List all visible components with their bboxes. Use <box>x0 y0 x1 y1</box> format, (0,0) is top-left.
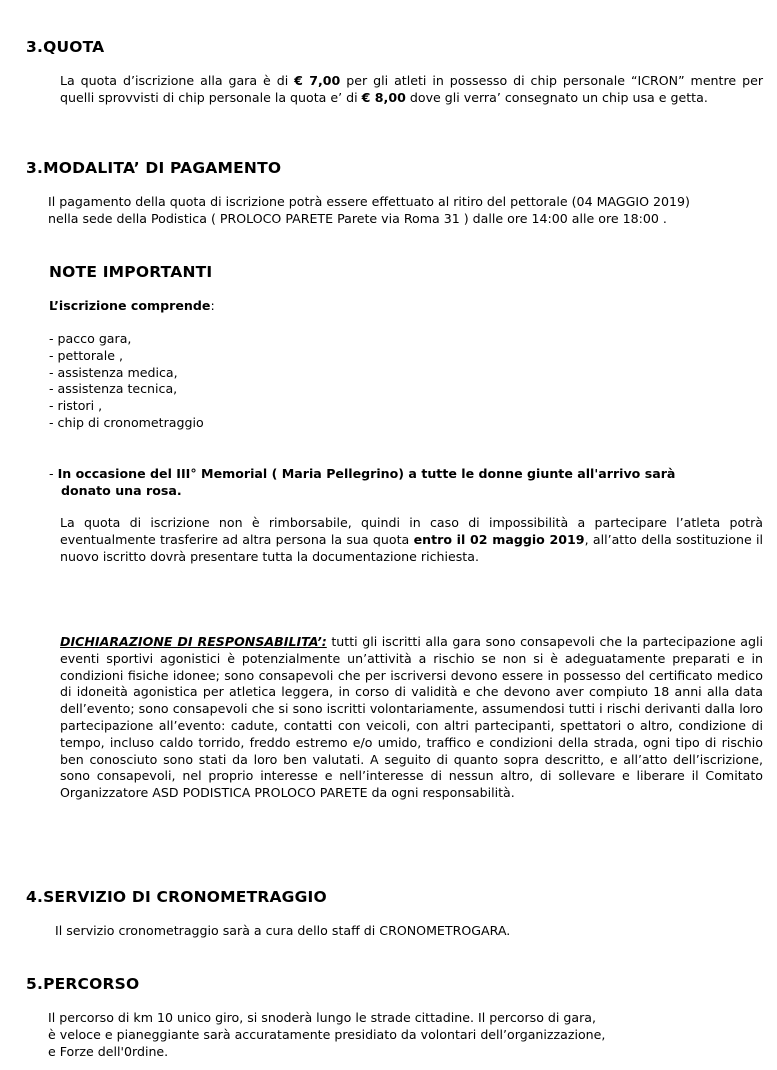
list-item: - pacco gara, <box>49 331 132 346</box>
percorso-line-3: e Forze dell'0rdine. <box>48 1044 169 1059</box>
list-item: - assistenza medica, <box>49 364 178 380</box>
memorial-line-2: donato una rosa. <box>61 483 182 498</box>
section-heading-quota: 3.QUOTA <box>26 38 105 56</box>
cronometraggio-text: Il servizio cronometraggio sarà a cura dello staff di CRONOMETROGARA. <box>55 923 511 938</box>
quota-text-1: La quota d’iscrizione alla gara è di <box>60 73 295 88</box>
quota-text-3: dove gli verra’ consegnato un chip usa e getta. <box>405 89 708 105</box>
refund-text-2: , all’atto della sostituzione il nuovo iscritto dovrà presentare tutta la documentazione richiesta. <box>60 531 763 564</box>
dichiarazione-text: tutti gli iscritti alla gara sono consapevoli che la partecipazione agli eventi sportivi agonistici è potenzialmente un’attività a rischio se non si è adeguatamente preparati e in condizioni fisiche idonee; sono consapevoli che per iscriversi devono essere in possesso del certificato medico di idoneità agonistica per atletica leggera, in corso di validità e che devono aver compiuto 18 anni alla data dell’evento; sono consapevoli che si sono iscritti volontariamente, assumendosi tutti i rischi derivanti dalla loro partecipazione all’evento: cadute, contatti con veicoli, con altri partecipanti, spettatori o altro, condizione di tempo, incluso caldo torrido, freddo estremo e/o umido, traffico e condizioni della strada, ogni tipo di rischio ben conosciuto sono stati da loro ben valutati. A seguito di quanto sopra descritto, e all’atto dell’iscrizione, sono consapevoli, nel proprio interesse e nell’interesse di nessun altro, di sollevare e liberare il Comitato Organizzatore ASD PODISTICA PROLOCO PARETE da ogni responsabilità. <box>60 634 763 801</box>
quota-paragraph <box>60 73 763 107</box>
includes-colon: : <box>210 298 215 313</box>
list-item: - chip di cronometraggio <box>49 414 204 430</box>
includes-label: L’iscrizione comprende <box>49 298 211 313</box>
dichiarazione-label: DICHIARAZIONE DI RESPONSABILITA’: <box>60 634 327 649</box>
quota-text-2: per gli atleti in possesso di chip personale “ICRON” mentre per quelli sprovvisti di chip personale la quota e’ di <box>60 73 763 105</box>
list-item: - assistenza tecnica, <box>49 381 178 397</box>
refund-text-1: La quota di iscrizione non è rimborsabile, quindi in caso di impossibilità a partecipare l’atleta potrà eventualmente trasferire ad altra persona la sua quota <box>60 515 763 547</box>
memorial-text-1: In occasione del III° Memorial ( Maria Pellegrino) a tutte le donne giunte all'arrivo sarà <box>57 466 676 481</box>
memorial-dash: - <box>49 466 58 481</box>
list-item: - pettorale , <box>49 347 124 363</box>
dichiarazione-paragraph <box>60 634 763 802</box>
refund-deadline: entro il 02 maggio 2019 <box>413 531 585 547</box>
section-heading-cronometraggio: 4.SERVIZIO DI CRONOMETRAGGIO <box>26 888 327 906</box>
section-heading-pagamento: 3.MODALITA’ DI PAGAMENTO <box>26 159 282 177</box>
memorial-line-1 <box>49 466 675 483</box>
price-with-chip: € 7,00 <box>294 73 341 88</box>
section-heading-note: NOTE IMPORTANTI <box>49 263 213 281</box>
percorso-line-1: Il percorso di km 10 unico giro, si snoderà lungo le strade cittadine. Il percorso di gara, <box>48 1010 597 1025</box>
includes-list <box>49 331 204 432</box>
pagamento-line-2: nella sede della Podistica ( PROLOCO PARETE Parete via Roma 31 ) dalle ore 14:00 alle ore 18:00 . <box>48 211 667 226</box>
section-heading-percorso: 5.PERCORSO <box>26 975 140 993</box>
refund-paragraph <box>60 515 763 565</box>
includes-heading <box>49 298 215 315</box>
price-without-chip: € 8,00 <box>361 89 406 105</box>
percorso-line-2: è veloce e pianeggiante sarà accuratamente presidiato da volontari dell’organizzazione, <box>48 1027 606 1042</box>
list-item: - ristori , <box>49 398 103 414</box>
pagamento-line-1: Il pagamento della quota di iscrizione potrà essere effettuato al ritiro del pettorale (04 MAGGIO 2019) <box>48 194 690 209</box>
